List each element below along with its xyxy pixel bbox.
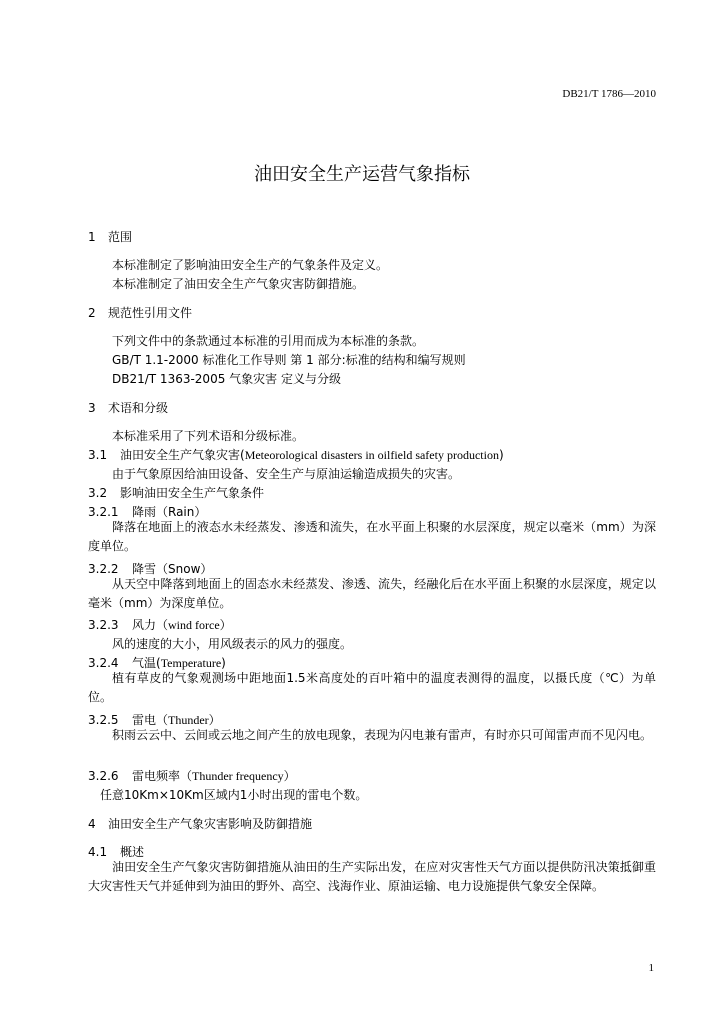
- section-2-heading: 2 规范性引用文件: [88, 306, 193, 320]
- document-code: DB21/T 1786—2010: [562, 88, 656, 100]
- section-3-2-3-heading: 3.2.3 风力（wind force）: [88, 618, 232, 632]
- section-2-paragraph-1: 下列文件中的条款通过本标准的引用而成为本标准的条款。: [112, 334, 425, 348]
- section-3-2-2-definition: 从天空中降落到地面上的固态水未经蒸发、渗透、流失，经融化后在水平面上积聚的水层深度，规定以毫米（mm）为深度单位。: [88, 577, 656, 610]
- section-3-2-1-heading: 3.2.1 降雨（Rain）: [88, 505, 207, 519]
- section-3-2-heading: 3.2 影响油田安全生产气象条件: [88, 486, 265, 500]
- section-1-paragraph-1: 本标准制定了影响油田安全生产的气象条件及定义。: [112, 258, 389, 272]
- page-number: 1: [648, 962, 654, 974]
- section-3-paragraph-1: 本标准采用了下列术语和分级标准。: [112, 429, 305, 443]
- reference-gbt-1-1: GB/T 1.1-2000 标准化工作导则 第 1 部分:标准的结构和编写规则: [112, 353, 466, 367]
- section-3-2-6-heading: 3.2.6 雷电频率（Thunder frequency）: [88, 769, 296, 783]
- section-4-1-paragraph: 油田安全生产气象灾害防御措施从油田的生产实际出发，在应对灾害性天气方面以提供防汛决策抵御重大灾害性天气并延伸到为油田的野外、高空、浅海作业、原油运输、电力设施提供气象安全保障。: [88, 860, 656, 893]
- reference-db21t-1363: DB21/T 1363-2005 气象灾害 定义与分级: [112, 372, 341, 386]
- section-1-paragraph-2: 本标准制定了油田安全生产气象灾害防御措施。: [112, 277, 365, 291]
- section-3-2-4-heading: 3.2.4 气温(Temperature): [88, 656, 226, 670]
- section-3-2-6-definition: 任意10Km×10Km区域内1小时出现的雷电个数。: [100, 788, 368, 802]
- section-4-heading: 4 油田安全生产气象灾害影响及防御措施: [88, 817, 313, 831]
- section-3-2-5-definition: 积雨云云中、云间或云地之间产生的放电现象，表现为闪电兼有雷声，有时亦只可闻雷声而不见闪电。: [112, 728, 653, 742]
- section-3-heading: 3 术语和分级: [88, 401, 169, 415]
- section-3-2-3-definition: 风的速度的大小，用风级表示的风力的强度。: [112, 637, 353, 651]
- section-3-1-definition: 由于气象原因给油田设备、安全生产与原油运输造成损失的灾害。: [112, 467, 461, 481]
- section-3-2-1-definition: 降落在地面上的液态水未经蒸发、渗透和流失，在水平面上积聚的水层深度，规定以毫米（mm）为深度单位。: [88, 520, 656, 553]
- section-4-1-heading: 4.1 概述: [88, 845, 145, 859]
- page-title: 油田安全生产运营气象指标: [254, 164, 470, 185]
- section-3-2-5-heading: 3.2.5 雷电（Thunder）: [88, 713, 221, 727]
- section-3-2-4-definition: 植有草皮的气象观测场中距地面1.5米高度处的百叶箱中的温度表测得的温度，以摄氏度（℃）为单位。: [88, 671, 656, 704]
- section-3-1-heading: 3.1 油田安全生产气象灾害(Meteorological disasters in oilfield safety production): [88, 448, 504, 462]
- section-1-heading: 1 范围: [88, 230, 133, 244]
- section-3-2-2-heading: 3.2.2 降雪（Snow）: [88, 562, 213, 576]
